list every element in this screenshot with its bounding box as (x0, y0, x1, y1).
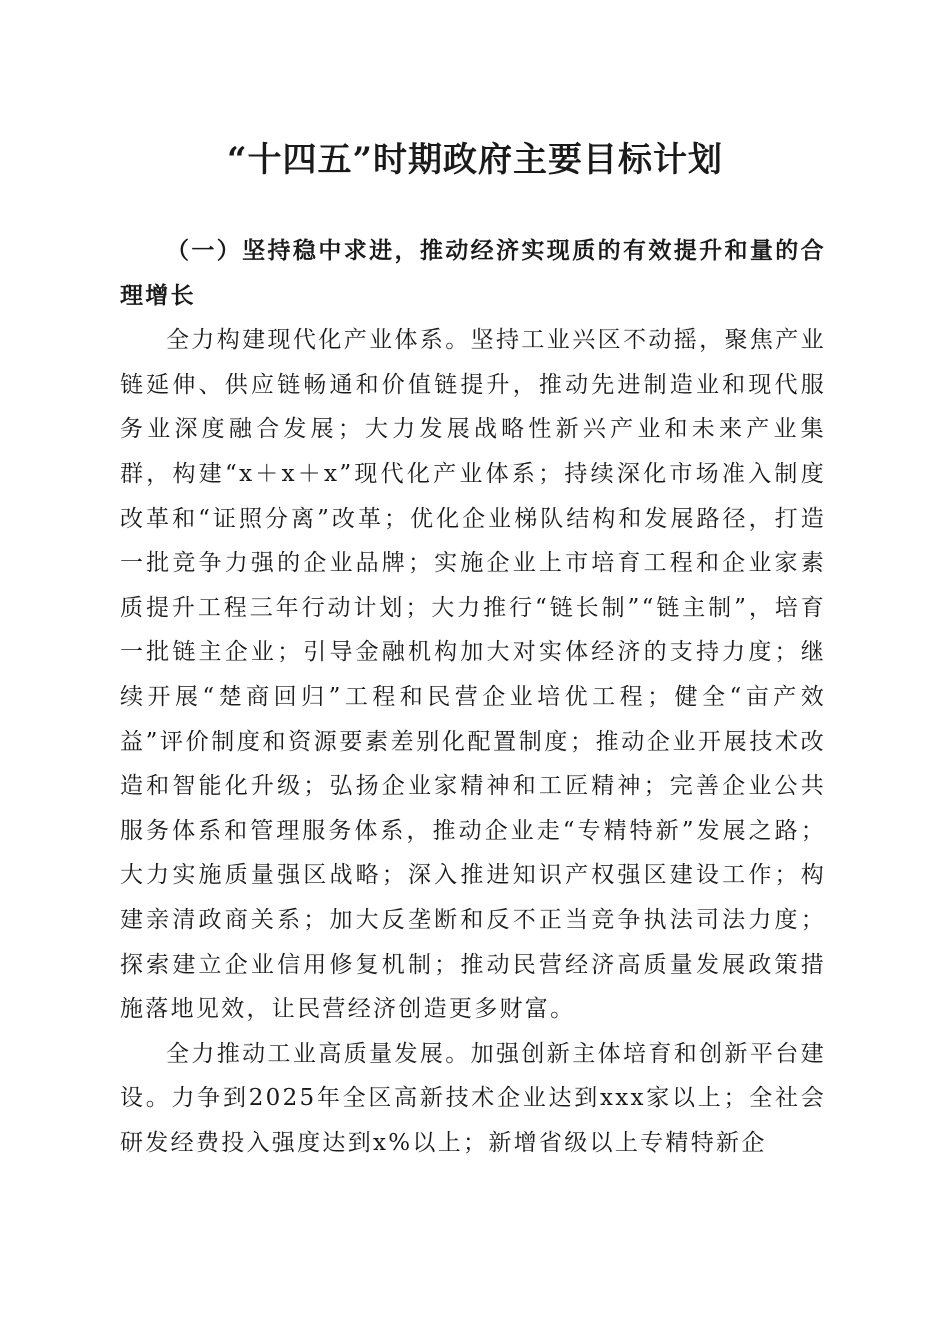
document-body (120, 229, 826, 1165)
body-paragraph: 全力构建现代化产业体系。坚持工业兴区不动摇，聚焦产业链延伸、供应链畅通和价值链提升，推动先进制造业和现代服务业深度融合发展；大力发展战略性新兴产业和未来产业集群，构建“x＋x＋x”现代化产业体系；持续深化市场准入制度改革和“证照分离”改革；优化企业梯队结构和发展路径，打造一批竞争力强的企业品牌；实施企业上市培育工程和企业家素质提升工程三年行动计划；大力推行“链长制”“链主制”，培育一批链主企业；引导金融机构加大对实体经济的支持力度；继续开展“楚商回归”工程和民营企业培优工程；健全“亩产效益”评价制度和资源要素差别化配置制度；推动企业开展技术改造和智能化升级；弘扬企业家精神和工匠精神；完善企业公共服务体系和管理服务体系，推动企业走“专精特新”发展之路；大力实施质量强区战略；深入推进知识产权强区建设工作；构建亲清政商关系；加大反垄断和反不正当竞争执法司法力度；探索建立企业信用修复机制；推动民营经济高质量发展政策措施落地见效，让民营经济创造更多财富。 (120, 327, 826, 1023)
body-paragraph: 全力推动工业高质量发展。加强创新主体培育和创新平台建设。力争到2025年全区高新技术企业达到xxx家以上；全社会研发经费投入强度达到x%以上；新增省级以上专精特新企 (120, 1040, 826, 1156)
document-title: “十四五”时期政府主要目标计划 (226, 140, 724, 180)
section-heading: （一）坚持稳中求进，推动经济实现质的有效提升和量的合理增长 (120, 237, 826, 309)
